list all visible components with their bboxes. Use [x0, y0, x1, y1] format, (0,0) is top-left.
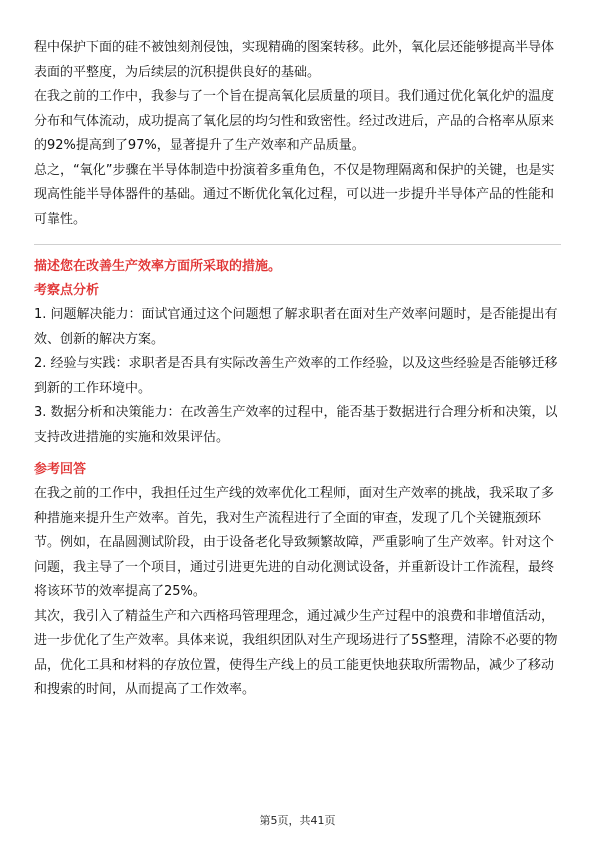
answer-paragraph: 其次，我引入了精益生产和六西格玛管理理念，通过减少生产过程中的浪费和非增值活动，进一步优化了生产效率。具体来说，我组织团队对生产现场进行了5S整理，清除不必要的物品，优化工具和材料的存放位置，使得生产线上的员工能更快地获取所需物品，减少了移动和搜索的时间，从而提高了工作效率。	[34, 608, 558, 697]
analysis-item: 1. 问题解决能力：面试官通过这个问题想了解求职者在面对生产效率问题时，是否能提出有效、创新的解决方案。	[34, 307, 558, 347]
page-number: 第5页，共41页	[259, 814, 336, 827]
question-title: 描述您在改善生产效率方面所采取的措施。	[34, 259, 282, 274]
answer-paragraph: 在我之前的工作中，我担任过生产线的效率优化工程师，面对生产效率的挑战，我采取了多种措施来提升生产效率。首先，我对生产流程进行了全面的审查，发现了几个关键瓶颈环节。例如，在晶圆测试阶段，由于设备老化导致频繁故障，严重影响了生产效率。针对这个问题，我主导了一个项目，通过引进更先进的自动化测试设备，并重新设计工作流程，最终将该环节的效率提高了25%。	[34, 486, 555, 599]
analysis-item: 2. 经验与实践：求职者是否具有实际改善生产效率的工作经验，以及这些经验是否能够迁移到新的工作环境中。	[34, 356, 558, 396]
intro-paragraph: 程中保护下面的硅不被蚀刻剂侵蚀，实现精确的图案转移。此外，氧化层还能够提高半导体表面的平整度，为后续层的沉积提供良好的基础。	[34, 40, 555, 80]
analysis-heading: 考察点分析	[34, 283, 100, 298]
intro-paragraph: 总之，“氧化”步骤在半导体制造中扮演着多重角色，不仅是物理隔离和保护的关键，也是实现高性能半导体器件的基础。通过不断优化氧化过程，可以进一步提升半导体产品的性能和可靠性。	[34, 162, 555, 227]
page-content	[34, 36, 561, 703]
analysis-item: 3. 数据分析和决策能力：在改善生产效率的过程中，能否基于数据进行合理分析和决策，以支持改进措施的实施和效果评估。	[34, 405, 558, 445]
intro-paragraph: 在我之前的工作中，我参与了一个旨在提高氧化层质量的项目。我们通过优化氧化炉的温度分布和气体流动，成功提高了氧化层的均匀性和致密性。经过改进后，产品的合格率从原来的92%提高到了97%，显著提升了生产效率和产品质量。	[34, 89, 555, 153]
answer-heading: 参考回答	[34, 462, 87, 477]
section-divider	[34, 244, 561, 245]
